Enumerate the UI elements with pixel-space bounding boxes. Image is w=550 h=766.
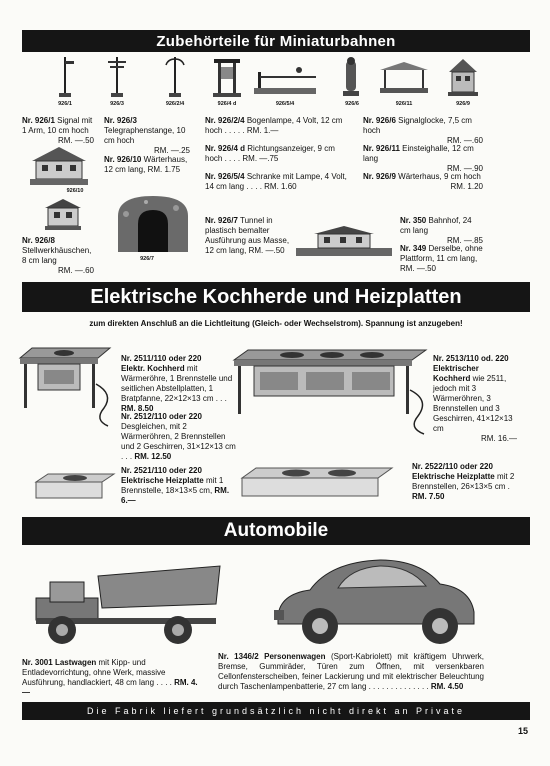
truck-illustration	[28, 562, 228, 652]
keeper-house-illustration	[28, 143, 90, 189]
footer-notice: Die Fabrik liefert grundsätzlich nicht direkt an Private	[22, 702, 530, 720]
stove-2511-illustration	[18, 344, 118, 432]
stoves-section-title: Elektrische Kochherde und Heizplatten	[22, 282, 530, 312]
item-926-3: Nr. 926/3 Telegraphenstange, 10 cm hoch RM. —.25	[104, 116, 190, 155]
item-1346: Nr. 1346/2 Personenwagen (Sport-Kabriolett) mit kräftigem Uhrwerk, Bremse, Gummiräder, Türen zum Öffnen, mit versenkbaren Cellonfensterscheiben, feiner Lackierung und mit elektrischer Beleuchtung durch Taschenlampenbatterie, 27 cm lang . . . . . . . . . . . . . . RM. 4.50	[218, 652, 484, 691]
item-2511: Nr. 2511/110 oder 220 Elektr. Kochherd mit Wärmeröhre, 1 Brennstelle und seitlichen Abstellplatten, 1 Bratpfanne, 22×12×13 cm . . . RM. 8.50	[121, 354, 233, 413]
image-label-926-9: 926/9	[456, 101, 470, 107]
cars-section-title: Automobile	[22, 517, 530, 545]
signal-box-illustration	[42, 196, 84, 232]
image-label-926-1: 926/1	[58, 101, 72, 107]
item-926-2-4: Nr. 926/2/4 Bogenlampe, 4 Volt, 12 cm hoch . . . . . RM. 1.—	[205, 116, 343, 135]
item-2521: Nr. 2521/110 oder 220 Elektrische Heizplatte mit 1 Brennstelle, 18×13×5 cm, RM. 6.—	[121, 466, 230, 505]
item-926-7: Nr. 926/7 Tunnel in plastisch bemalter Ausführung aus Masse, 12 cm lang, RM. —.50	[205, 216, 290, 255]
direction-indicator-illustration	[210, 55, 244, 99]
image-label-926-11: 926/11	[395, 101, 413, 107]
item-349: Nr. 349 Derselbe, ohne Plattform, 11 cm lang, RM. —.50	[400, 244, 483, 273]
image-label-926-5-4: 926/5/4	[275, 101, 295, 107]
heating-plate-2521-illustration	[32, 470, 118, 504]
signal-illustration	[55, 55, 75, 99]
signal-bell-illustration	[340, 55, 362, 99]
sports-car-illustration	[270, 550, 480, 650]
item-350: Nr. 350 Bahnhof, 24 cm lang RM. —.85	[400, 216, 483, 245]
item-3001: Nr. 3001 Lastwagen mit Kipp- und Entladevorrichtung, ohne Werk, massive Ausführung, handlackiert, 48 cm lang . . . . RM. 4.—	[22, 658, 198, 697]
item-2522: Nr. 2522/110 oder 220 Elektrische Heizplatte mit 2 Brennstellen, 26×13×5 cm . RM. 7.50	[412, 462, 515, 501]
heating-plate-2522-illustration	[238, 464, 398, 504]
arc-lamp-illustration	[160, 55, 190, 99]
image-label-926-6: 926/6	[345, 101, 359, 107]
item-926-5-4: Nr. 926/5/4 Schranke mit Lampe, 4 Volt, 14 cm lang . . . . RM. 1.60	[205, 172, 347, 191]
platform-hall-illustration	[378, 60, 430, 96]
item-926-10: Nr. 926/10 Wärterhaus, 12 cm lang, RM. 1.75	[104, 155, 188, 174]
keeper-house-small-illustration	[446, 56, 480, 98]
page-number: 15	[517, 726, 528, 736]
telegraph-pole-illustration	[105, 55, 129, 99]
tunnel-illustration	[116, 194, 190, 254]
item-926-11: Nr. 926/11 Einsteighalle, 12 cm lang RM. —.90	[363, 144, 483, 173]
station-illustration	[294, 222, 394, 260]
image-label-926-4d: 926/4 d	[217, 101, 237, 107]
stoves-subtitle: zum direkten Anschluß an die Lichtleitung (Gleich- oder Wechselstrom). Spannung ist anzugeben!	[89, 319, 463, 328]
image-label-926-3: 926/3	[110, 101, 124, 107]
item-926-6: Nr. 926/6 Signalglocke, 7,5 cm hoch RM. —.60	[363, 116, 483, 145]
image-label-926-2-4: 926/2/4	[165, 101, 185, 107]
item-926-8: Nr. 926/8 Stellwerkhäuschen, 8 cm lang RM. —.60	[22, 236, 94, 275]
item-926-4d: Nr. 926/4 d Richtungsanzeiger, 9 cm hoch . . . . RM. —.75	[205, 144, 335, 163]
image-label-926-7: 926/7	[140, 256, 154, 262]
item-926-1: Nr. 926/1 Signal mit 1 Arm, 10 cm hoch RM. —.50	[22, 116, 94, 145]
barrier-illustration	[252, 58, 318, 98]
accessories-section-title: Zubehörteile für Miniaturbahnen	[22, 30, 530, 52]
stove-2513-illustration	[232, 346, 432, 438]
image-label-926-10: 926/10	[66, 188, 84, 194]
item-926-9: Nr. 926/9 Wärterhaus, 9 cm hoch RM. 1.20	[363, 172, 483, 191]
item-2512: Nr. 2512/110 oder 220 Desgleichen, mit 2 Wärmeröhren, 2 Brennstellen und 2 Geschirren, 31×12×13 cm . . . RM. 12.50	[121, 412, 236, 461]
item-2513: Nr. 2513/110 od. 220 Elektrischer Kochherd wie 2511, jedoch mit 3 Wärmeröhren, 3 Brennstellen und 3 Geschirren, 41×12×13 cm RM. 16.—	[433, 354, 517, 443]
